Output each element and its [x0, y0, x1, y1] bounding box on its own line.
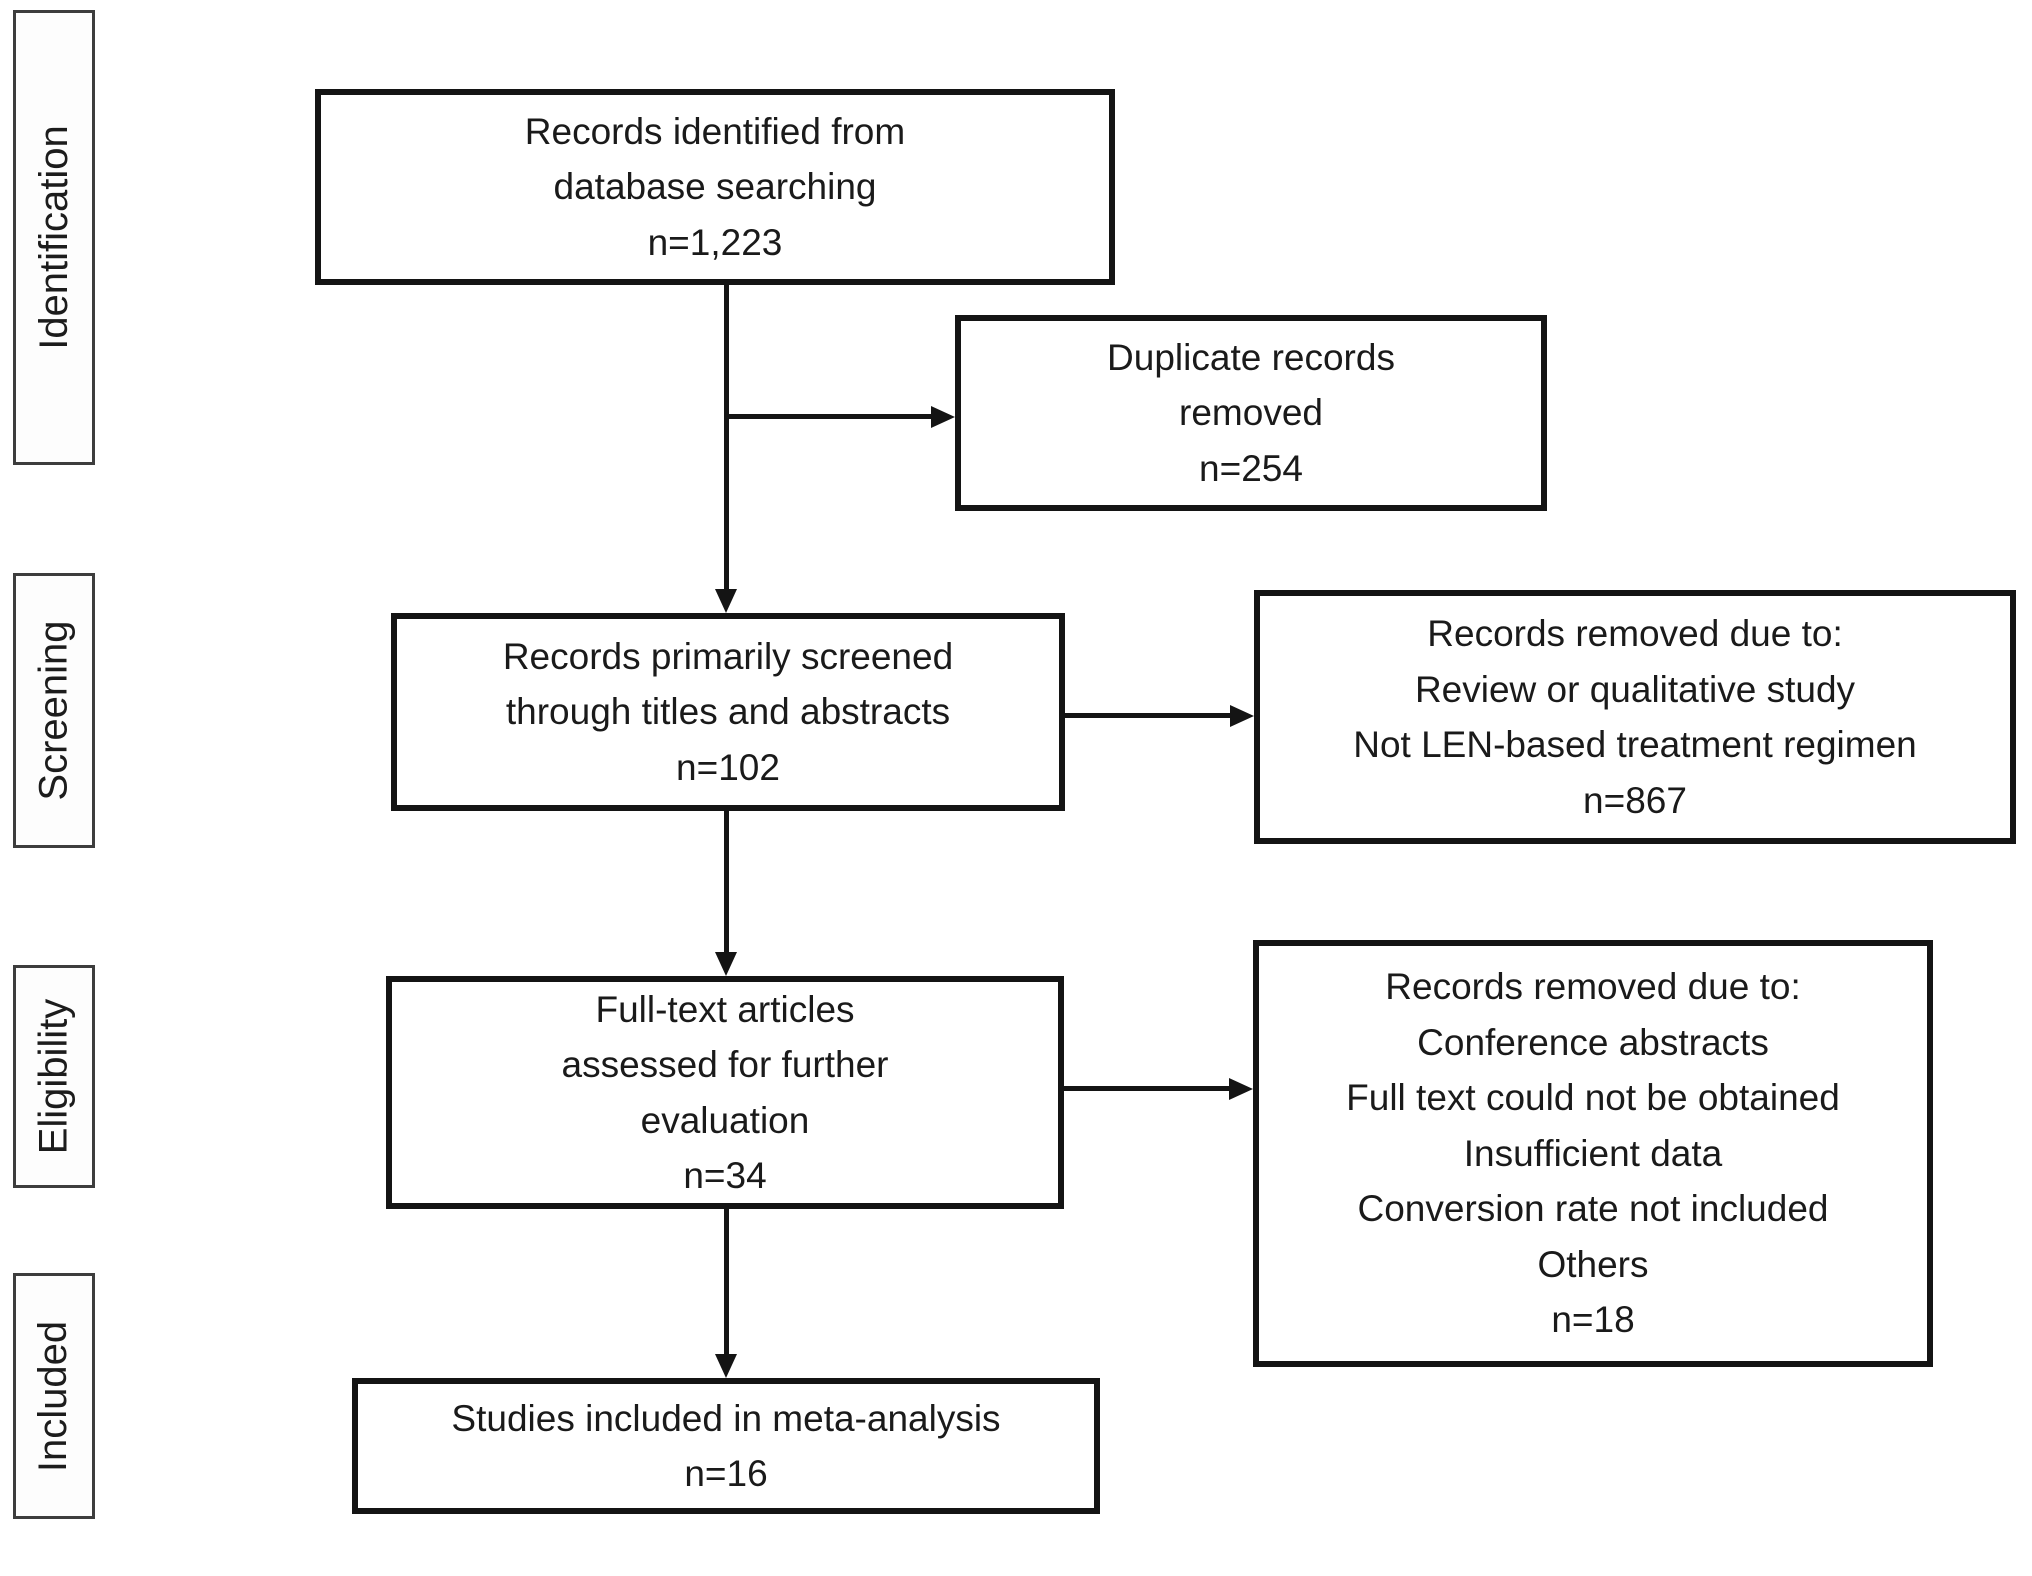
flow-box-studies-included [352, 1378, 1100, 1514]
flow-box-text-line: Full-text articles [595, 988, 855, 1030]
flow-box-text-line: assessed for further [561, 1044, 889, 1085]
flow-box-records-identified [315, 89, 1115, 285]
arrowhead-down-icon [715, 952, 737, 976]
arrow-screened-to-removed-shaft [1064, 713, 1232, 718]
flow-box-text-line: Duplicate records [1107, 336, 1395, 378]
flow-box-text-line: Conference abstracts [1417, 1021, 1769, 1063]
arrowhead-down-icon [715, 1354, 737, 1378]
flow-box-count: n=867 [1583, 779, 1687, 821]
arrow-screened-to-fulltext-shaft [724, 811, 729, 954]
arrow-fulltext-to-included-shaft [724, 1208, 729, 1356]
flow-box-text-line: Records removed due to: [1427, 613, 1843, 654]
flow-box-text-line: Conversion rate not included [1357, 1188, 1829, 1230]
stage-label-identification [13, 10, 95, 465]
arrowhead-right-icon [931, 406, 955, 428]
arrow-identified-to-screened-shaft [724, 284, 729, 591]
flow-box-records-removed-screening [1254, 590, 2016, 844]
flow-box-count: n=18 [1551, 1299, 1635, 1341]
flow-box-text-line: Records identified from [524, 110, 906, 152]
flow-box-count: n=1,223 [647, 221, 783, 263]
arrow-fulltext-to-removed-shaft [1064, 1086, 1231, 1091]
arrow-to-duplicates-shaft [726, 414, 933, 419]
stage-label-included-text: Included [31, 1320, 76, 1472]
flow-box-text-line: Full text could not be obtained [1346, 1077, 1840, 1119]
stage-label-screening [13, 573, 95, 848]
stage-label-eligibility-text: Eligibility [31, 998, 76, 1155]
flow-box-text-line: Studies included in meta-analysis [451, 1397, 1001, 1439]
flow-box-text-line: Review or qualitative study [1414, 668, 1856, 710]
stage-label-eligibility [13, 965, 95, 1188]
arrowhead-down-icon [715, 589, 737, 613]
flow-box-count: n=16 [684, 1453, 768, 1494]
flow-box-text-line: Others [1537, 1243, 1649, 1285]
flow-box-duplicate-records-removed [955, 315, 1547, 511]
stage-label-identification-text: Identification [31, 125, 76, 350]
flow-box-text-line: Not LEN-based treatment regimen [1353, 724, 1917, 765]
arrowhead-right-icon [1230, 705, 1254, 727]
flow-box-text-line: database searching [553, 166, 877, 208]
flow-box-text-line: Records removed due to: [1385, 966, 1801, 1008]
flow-box-records-removed-eligibility [1253, 940, 1933, 1367]
flow-box-text-line: through titles and abstracts [505, 691, 951, 733]
flow-box-count: n=254 [1199, 447, 1303, 489]
flow-box-records-screened [391, 613, 1065, 811]
arrowhead-right-icon [1229, 1078, 1253, 1100]
flow-box-text-line: Records primarily screened [502, 635, 954, 677]
stage-label-screening-text: Screening [31, 620, 76, 801]
flow-box-text-line: evaluation [640, 1099, 810, 1141]
flow-box-fulltext-assessed [386, 976, 1064, 1209]
flow-box-count: n=102 [676, 746, 780, 788]
flow-box-text-line: Insufficient data [1463, 1132, 1723, 1174]
flow-box-text-line: removed [1179, 392, 1323, 434]
flow-box-count: n=34 [683, 1155, 767, 1196]
stage-label-included [13, 1273, 95, 1519]
